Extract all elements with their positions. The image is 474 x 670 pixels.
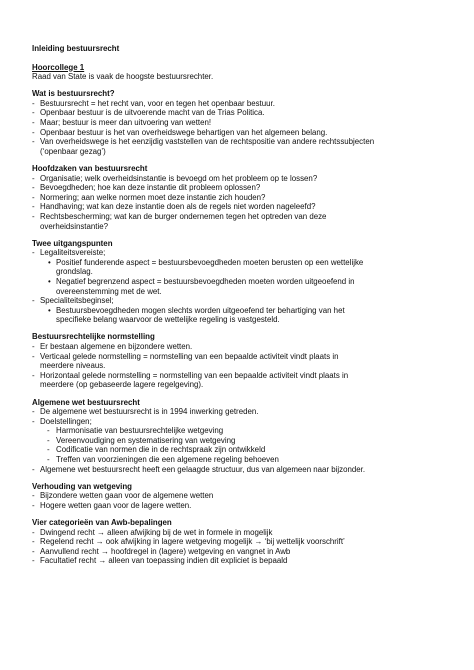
document-title: Inleiding bestuursrecht xyxy=(32,44,120,53)
section-heading: Algemene wet bestuursrecht xyxy=(32,397,140,407)
list-item: - Handhaving; wat kan deze instantie doen als de regels niet worden nageleefd? xyxy=(32,202,316,212)
list-item-continuation: meerdere niveaus. xyxy=(40,361,106,371)
list-item: - Normering; aan welke normen moet deze instantie zich houden? xyxy=(32,192,266,202)
dash-marker: - xyxy=(32,351,35,361)
list-item: - Er bestaan algemene en bijzondere wetten. xyxy=(32,342,193,352)
dash-marker: - xyxy=(32,118,35,128)
list-item: - Bestuursrecht = het recht van, voor en tegen het openbaar bestuur. xyxy=(32,98,275,108)
list-item: - Doelstellingen; xyxy=(32,416,92,426)
dash-marker: - xyxy=(32,211,35,221)
section-heading: Hoorcollege 1 xyxy=(32,62,85,72)
list-item: - Rechtsbescherming; wat kan de burger ondernemen tegen het optreden van deze xyxy=(32,211,327,221)
section-normstelling xyxy=(32,332,442,390)
bullet-marker: • xyxy=(48,276,51,286)
dash-marker: - xyxy=(32,407,35,417)
dash-marker: - xyxy=(32,108,35,118)
dash-marker: - xyxy=(32,491,35,501)
dash-marker: - xyxy=(32,416,35,426)
section-heading: Bestuursrechtelijke normstelling xyxy=(32,332,155,342)
list-item-continuation: overheidsinstantie? xyxy=(40,221,108,231)
list-item: - Bijzondere wetten gaan voor de algemene wetten xyxy=(32,491,214,501)
list-item: - Algemene wet bestuursrecht heeft een gelaagde structuur, dus van algemeen naar bijzonder. xyxy=(32,464,366,474)
sub-list-item: • Positief funderende aspect = bestuursbevoegdheden moeten berusten op een wettelijke xyxy=(48,257,364,267)
list-item: - Van overheidswege is het eenzijdig vaststellen van de rechtspositie van andere rechtssubjecten xyxy=(32,137,375,147)
list-item: - Aanvullend recht → hoofdregel in (lagere) wetgeving en vangnet in Awb xyxy=(32,546,291,556)
bullet-marker: • xyxy=(48,305,51,315)
list-item: - Regelend recht → ook afwijking in lagere wetgeving mogelijk → ‘bij wettelijk voorschrift’ xyxy=(32,537,345,547)
dash-marker: - xyxy=(32,183,35,193)
dash-marker: - xyxy=(47,435,50,445)
list-item: - Openbaar bestuur is het van overheidswege behartigen van het algemeen belang. xyxy=(32,127,328,137)
dash-marker: - xyxy=(32,248,35,258)
dash-marker: - xyxy=(32,192,35,202)
list-item-continuation: (‘openbaar gezag’) xyxy=(40,146,106,156)
sub-list-item: - Vereenvoudiging en systematisering van wetgeving xyxy=(47,435,236,445)
list-item: - Bevoegdheden; hoe kan deze instantie dit probleem oplossen? xyxy=(32,183,261,193)
dash-marker: - xyxy=(32,98,35,108)
dash-marker: - xyxy=(32,464,35,474)
dash-marker: - xyxy=(47,445,50,455)
list-item: - Hogere wetten gaan voor de lagere wetten. xyxy=(32,500,192,510)
list-item: - Verticaal gelede normstelling = normstelling van een bepaalde activiteit vindt plaats in xyxy=(32,351,339,361)
sub-list-item: • Negatief begrenzend aspect = bestuursbevoegdheden moeten worden uitgeoefend in xyxy=(48,276,355,286)
dash-marker: - xyxy=(32,370,35,380)
dash-marker: - xyxy=(32,202,35,212)
dash-marker: - xyxy=(32,127,35,137)
sub-list-item-continuation: overeenstemming met de wet. xyxy=(56,286,162,296)
section-hoorcollege xyxy=(32,63,442,82)
dash-marker: - xyxy=(32,537,35,547)
section-heading: Wat is bestuursrecht? xyxy=(32,89,115,99)
section-wat-is-bestuursrecht xyxy=(32,89,442,156)
section-uitgangspunten xyxy=(32,239,442,325)
list-item: - Legaliteitsvereiste; xyxy=(32,248,106,258)
list-item: - Facultatief recht → alleen van toepassing indien dit expliciet is bepaald xyxy=(32,556,288,566)
bullet-marker: • xyxy=(48,257,51,267)
section-heading: Vier categorieën van Awb-bepalingen xyxy=(32,518,172,528)
list-item: - Organisatie; welk overheidsinstantie is bevoegd om het probleem op te lossen? xyxy=(32,173,318,183)
paragraph: Raad van State is vaak de hoogste bestuursrechter. xyxy=(32,72,214,82)
section-categorieen xyxy=(32,518,442,566)
dash-marker: - xyxy=(32,342,35,352)
section-heading: Verhouding van wetgeving xyxy=(32,481,132,491)
list-item-continuation: meerdere (op gebaseerde lagere regelgeving). xyxy=(40,380,204,390)
list-item: - Specialiteitsbeginsel; xyxy=(32,296,114,306)
section-heading: Hoofdzaken van bestuursrecht xyxy=(32,163,148,173)
dash-marker: - xyxy=(47,455,50,465)
sub-list-item: - Treffen van voorzieningen die een algemene regeling behoeven xyxy=(47,455,279,465)
dash-marker: - xyxy=(32,137,35,147)
section-heading: Twee uitgangspunten xyxy=(32,238,113,248)
sub-list-item-continuation: specifieke belang waarvoor de wettelijke regeling is vastgesteld. xyxy=(56,315,280,325)
list-item: - Openbaar bestuur is de uitvoerende macht van de Trias Politica. xyxy=(32,108,265,118)
sub-list-item: - Harmonisatie van bestuursrechtelijke wetgeving xyxy=(47,426,224,436)
dash-marker: - xyxy=(32,500,35,510)
section-awb xyxy=(32,398,442,475)
list-item: - De algemene wet bestuursrecht is in 1994 inwerking getreden. xyxy=(32,407,259,417)
sub-list-item: - Codificatie van normen die in de rechtspraak zijn ontwikkeld xyxy=(47,445,266,455)
dash-marker: - xyxy=(47,426,50,436)
dash-marker: - xyxy=(32,296,35,306)
dash-marker: - xyxy=(32,546,35,556)
list-item: - Horizontaal gelede normstelling = normstelling van een bepaalde activiteit vindt plaats in xyxy=(32,370,349,380)
document-body xyxy=(32,44,442,574)
list-item: - Dwingend recht → alleen afwijking bij de wet in formele in mogelijk xyxy=(32,527,273,537)
dash-marker: - xyxy=(32,173,35,183)
dash-marker: - xyxy=(32,527,35,537)
section-hoofdzaken xyxy=(32,164,442,231)
sub-list-item: • Bestuursbevoegdheden mogen slechts worden uitgeoefend ter behartiging van het xyxy=(48,305,345,315)
list-item: - Maar; bestuur is meer dan uitvoering van wetten! xyxy=(32,118,212,128)
dash-marker: - xyxy=(32,556,35,566)
sub-list-item-continuation: grondslag. xyxy=(56,267,93,277)
section-verhouding xyxy=(32,482,442,511)
